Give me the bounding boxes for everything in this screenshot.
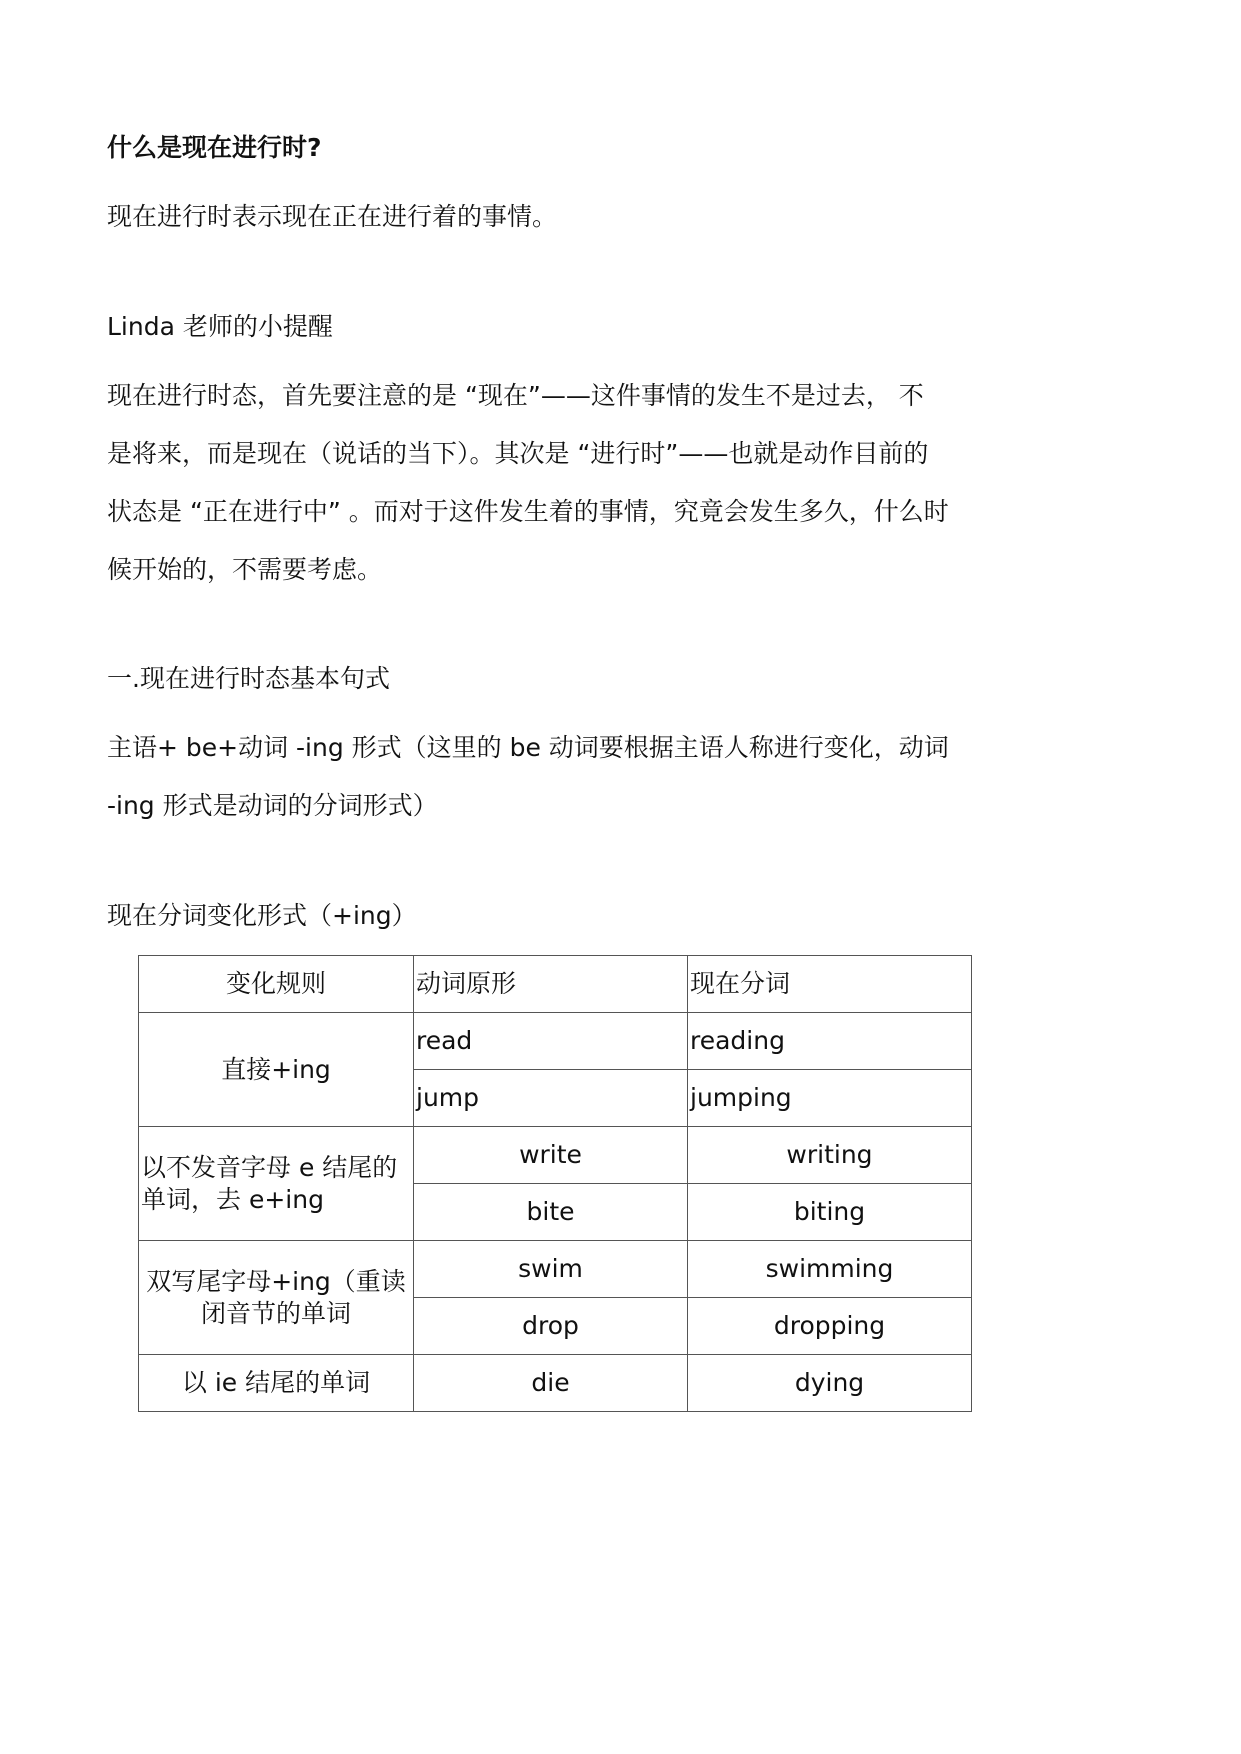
table-header-row xyxy=(139,956,972,1013)
base-form-cell: die xyxy=(414,1355,688,1412)
tip-line: 状态是 “正在进行中” 。而对于这件发生着的事情，究竟会发生多久，什么时 xyxy=(107,497,949,526)
tip-title: Linda 老师的小提醒 xyxy=(107,312,333,341)
header-participle: 现在分词 xyxy=(688,956,972,1013)
table-title: 现在分词变化形式（+ing） xyxy=(107,901,417,930)
rule-cell: 以不发音字母 e 结尾的单词，去 e+ing xyxy=(139,1127,414,1241)
table-row xyxy=(139,1355,972,1412)
base-form-cell: swim xyxy=(414,1241,688,1298)
tip-line: 是将来，而是现在（说话的当下）。其次是 “进行时”——也就是动作目前的 xyxy=(107,439,929,468)
section-title: 一.现在进行时态基本句式 xyxy=(107,664,390,693)
participle-cell: writing xyxy=(688,1127,972,1184)
participle-cell: swimming xyxy=(688,1241,972,1298)
base-form-cell: read xyxy=(414,1013,688,1070)
participle-cell: dying xyxy=(688,1355,972,1412)
base-form-cell: bite xyxy=(414,1184,688,1241)
rule-cell: 直接+ing xyxy=(139,1013,414,1127)
participle-cell: reading xyxy=(688,1013,972,1070)
header-rule: 变化规则 xyxy=(139,956,414,1013)
tip-line: 现在进行时态，首先要注意的是 “现在”——这件事情的发生不是过去， 不 xyxy=(107,381,924,410)
table-row xyxy=(139,1013,972,1070)
page-title: 什么是现在进行时? xyxy=(107,133,322,162)
formula-line: 主语+ be+动词 -ing 形式（这里的 be 动词要根据主语人称进行变化，动词 xyxy=(107,733,949,762)
base-form-cell: jump xyxy=(414,1070,688,1127)
participle-cell: jumping xyxy=(688,1070,972,1127)
definition-text: 现在进行时表示现在正在进行着的事情。 xyxy=(107,202,558,231)
table-row xyxy=(139,1241,972,1298)
table-row xyxy=(139,1127,972,1184)
base-form-cell: write xyxy=(414,1127,688,1184)
base-form-cell: drop xyxy=(414,1298,688,1355)
formula-line: -ing 形式是动词的分词形式） xyxy=(107,791,438,820)
participle-cell: dropping xyxy=(688,1298,972,1355)
participle-rules-table xyxy=(138,955,972,1412)
header-base-form: 动词原形 xyxy=(414,956,688,1013)
participle-cell: biting xyxy=(688,1184,972,1241)
tip-line: 候开始的，不需要考虑。 xyxy=(107,555,383,584)
rule-cell: 以 ie 结尾的单词 xyxy=(139,1355,414,1412)
rule-cell: 双写尾字母+ing（重读闭音节的单词 xyxy=(139,1241,414,1355)
